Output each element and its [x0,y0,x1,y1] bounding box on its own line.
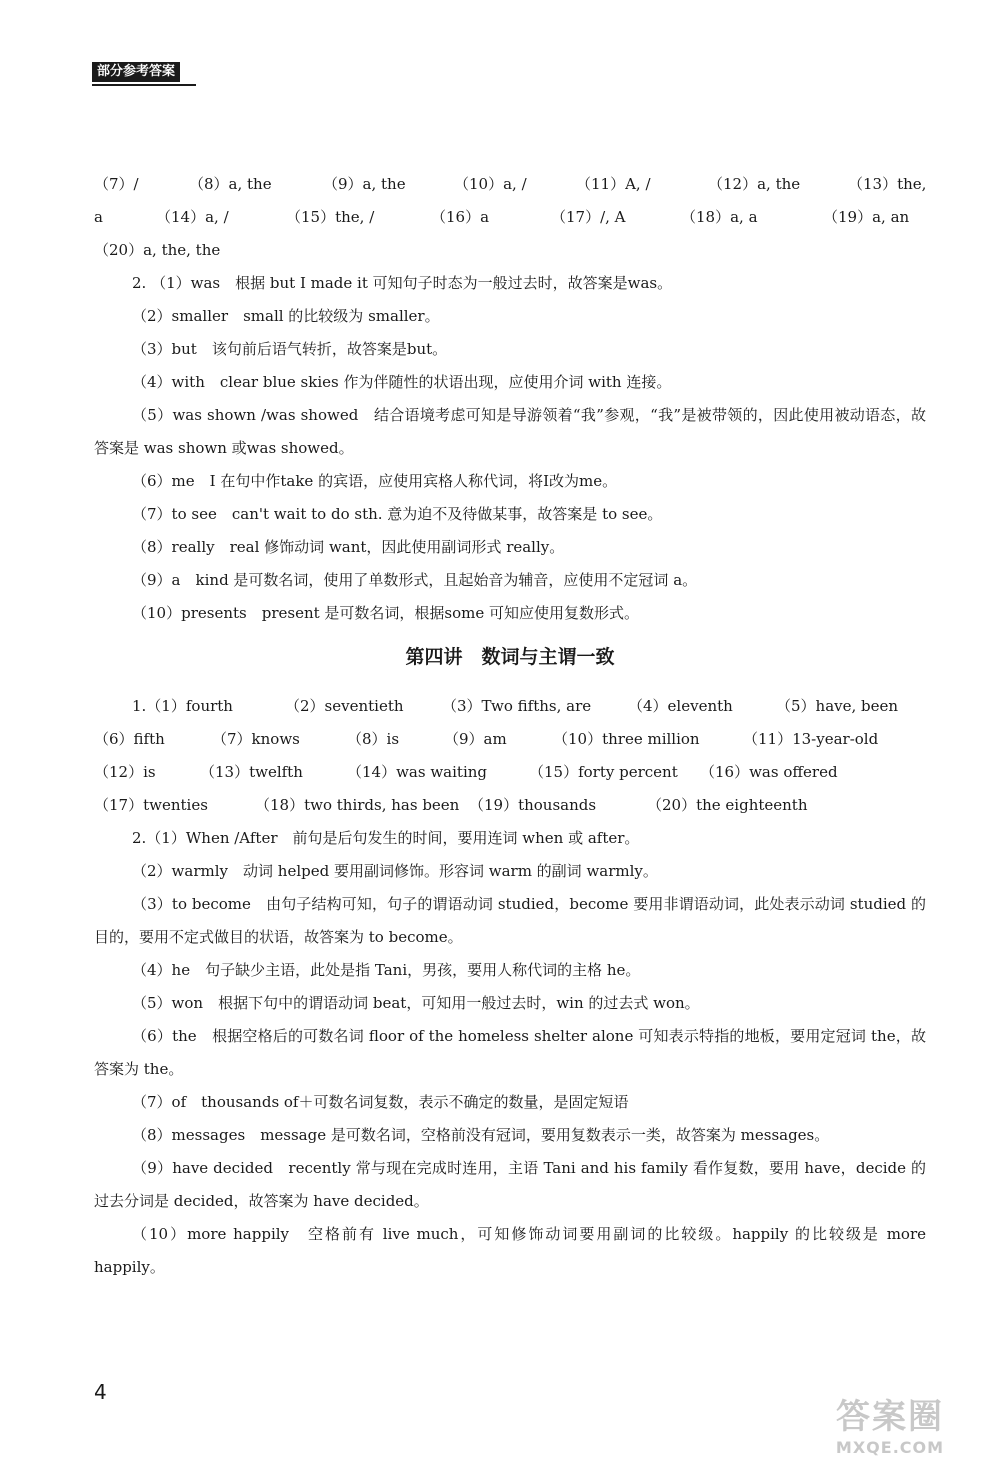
answer-row [94,723,926,756]
answer-row: （20）a, the, the [94,241,221,259]
answer-item: 1.（1）fourth [132,697,233,715]
explanation-list-2 [94,822,926,1284]
answer-item: （8）is [347,730,400,748]
answer-item: （13）the, [848,175,927,193]
answer-content [94,168,926,1284]
answer-item: （18）a, a [681,208,758,226]
answer-item: （6）fifth [94,730,165,748]
explanation-item: （2）warmly 动词 helped 要用副词修饰。形容词 warm 的副词 warmly。 [132,862,658,880]
answer-item: a [94,208,103,226]
explanation-item: （4）with clear blue skies 作为伴随性的状语出现，应使用介词 with 连接。 [132,373,672,391]
answer-item: （14）was waiting [347,763,488,781]
watermark-logo [810,1389,970,1457]
answer-item: （10）three million [553,730,700,748]
answer-item: （19）a, an [823,208,910,226]
answer-item: （19）thousands [469,796,597,814]
answer-item: （3）Two fifths, are [442,697,592,715]
explanation-item: （9）a kind 是可数名词，使用了单数形式，且起始音为辅音，应使用不定冠词 a。 [132,571,698,589]
section-header-tag: 部分参考答案 [92,62,180,82]
explanation-item: （9）have decided recently 常与现在完成时连用，主语 Tani and his family 看作复数，要用 have，decide 的过去分词是 decided，故答案为 have decided。 [94,1159,926,1210]
watermark-url: MXQE.COM [835,1438,945,1457]
answer-item: （14）a, / [156,208,229,226]
answer-item: （5）have, been [776,697,899,715]
answer-item: （20）the eighteenth [647,796,808,814]
answer-row [94,201,926,234]
explanation-item: （7）to see can't wait to do sth. 意为迫不及待做某事，故答案是 to see。 [132,505,663,523]
explanation-item: 2. （1）was 根据 but I made it 可知句子时态为一般过去时，故答案是was。 [132,274,673,292]
explanation-item: （10）presents present 是可数名词，根据some 可知应使用复数形式。 [132,604,640,622]
answer-row [94,690,926,723]
answer-item [902,723,926,756]
answer-item: （12）is [94,763,156,781]
answer-item: （16）a [431,208,490,226]
explanation-item: （2）smaller small 的比较级为 smaller。 [132,307,440,325]
answer-item: （11）A, / [576,175,651,193]
explanation-item: （5）won 根据下句中的谓语动词 beat，可知用一般过去时，win 的过去式 won。 [132,994,700,1012]
answer-item: （12）a, the [708,175,801,193]
explanation-list-1 [94,267,926,630]
explanation-item: （6）the 根据空格后的可数名词 floor of the homeless shelter alone 可知表示特指的地板，要用定冠词 the，故答案为 the。 [94,1027,926,1078]
answer-row [94,756,926,789]
answer-item: （7）/ [94,175,139,193]
explanation-item: （8）really real 修饰动词 want，因此使用副词形式 really。 [132,538,565,556]
answer-row [94,168,926,201]
answer-row [94,789,926,822]
watermark-text: 答案圈 [836,1397,944,1437]
explanation-item: 2.（1）When /After 前句是后句发生的时间，要用连词 when 或 after。 [132,829,640,847]
section-title: 第四讲 数词与主谓一致 [405,646,615,668]
explanation-item: （4）he 句子缺少主语，此处是指 Tani，男孩，要用人称代词的主格 he。 [132,961,641,979]
answer-item: （2）seventieth [285,697,404,715]
answer-item: （9）a, the [323,175,406,193]
answer-item: （11）13-year-old [743,730,879,748]
explanation-item: （3）to become 由句子结构可知，句子的谓语动词 studied，become 要用非谓语动词，此处表示动词 studied 的目的，要用不定式做目的状语，故答案为 to become。 [94,895,926,946]
answer-item: （18）two thirds, has been [255,796,460,814]
explanation-item: （6）me I 在句中作take 的宾语，应使用宾格人称代词，将I改为me。 [132,472,618,490]
explanation-item: （8）messages message 是可数名词，空格前没有冠词，要用复数表示一类，故答案为 messages。 [132,1126,830,1144]
answer-item: （15）forty percent [529,763,678,781]
answer-item: （9）am [444,730,507,748]
page-number: 4 [94,1380,107,1404]
answer-item: （10）a, / [454,175,527,193]
explanation-item: （5）was shown /was showed 结合语境考虑可知是导游领着“我”参观，“我”是被带领的，因此使用被动语态，故答案是 was shown 或was showed。 [94,406,926,457]
answer-item: （7）knows [212,730,300,748]
header-underline [92,84,196,86]
explanation-item: （7）of thousands of＋可数名词复数，表示不确定的数量，是固定短语 [132,1093,629,1111]
answer-item: （8）a, the [189,175,272,193]
answer-item: （17）/, A [551,208,626,226]
answer-item: （4）eleventh [628,697,733,715]
answer-item: （17）twenties [94,796,208,814]
answer-item: （15）the, / [286,208,375,226]
answer-item: （13）twelfth [200,763,303,781]
explanation-item: （10）more happily 空格前有 live much，可知修饰动词要用副词的比较级。happily 的比较级是 more happily。 [94,1225,926,1276]
explanation-item: （3）but 该句前后语气转折，故答案是but。 [132,340,448,358]
answer-item: （16）was offered [700,763,838,781]
